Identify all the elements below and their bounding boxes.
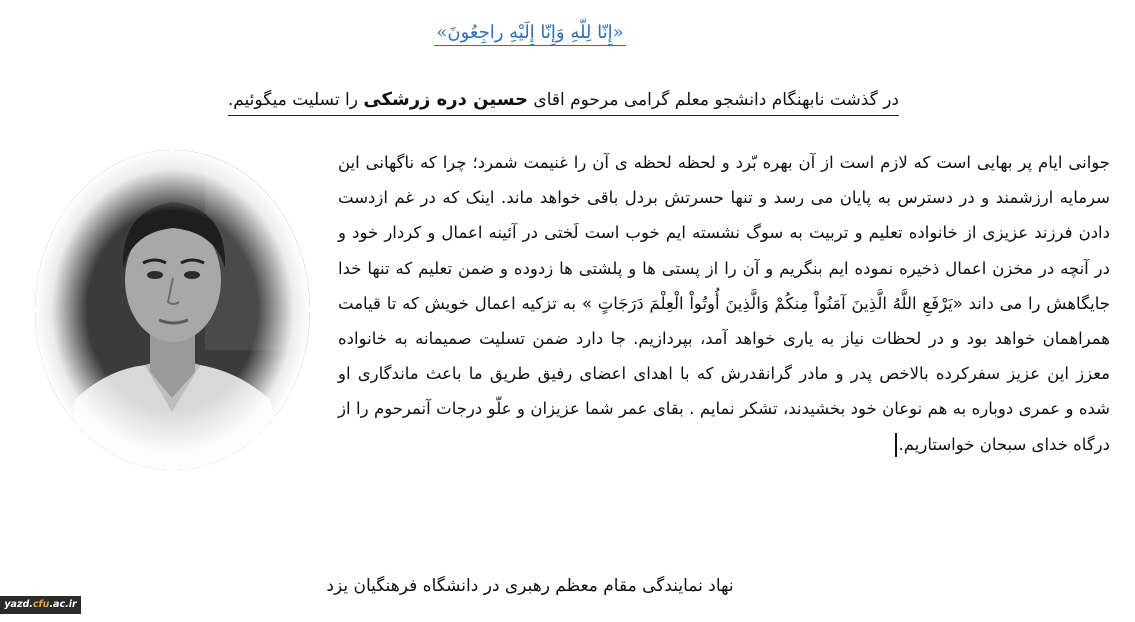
verse-text: «إِنّا لِلّهِ وَإِنّا إِلَیْهِ راجِعُونَ» xyxy=(434,22,625,46)
condolence-message xyxy=(338,145,1110,462)
deceased-name: حسین دره زرشکی xyxy=(363,89,529,110)
quran-verse-heading xyxy=(380,18,680,48)
watermark-suffix: .ac.ir xyxy=(49,599,77,610)
condolence-line xyxy=(228,86,899,116)
signature-line: نهاد نمایندگی مقام معظم رهبری در دانشگاه فرهنگیان یزد xyxy=(326,576,734,596)
text-cursor xyxy=(895,433,897,457)
site-watermark xyxy=(0,596,81,614)
condolence-before: در گذشت نابهنگام دانشجو معلم گرامی مرحوم اقای xyxy=(528,90,899,110)
portrait-photo xyxy=(35,150,310,470)
watermark-highlight: cfu xyxy=(32,599,50,610)
message-paragraph xyxy=(338,145,1110,462)
condolence-after: را تسلیت میگوئیم. xyxy=(227,90,364,110)
message-text: جوانی ایام پر بهایی است که لازم است از آن بهره بّرد و لحظه لحظه ی آن را غنیمت شمرد؛ چرا که ناگهانی این سرمایه ارزشمند و در دسترس به پایان می رسد و تنها حسرتش بردل باقی خواهد ماند. اینک که در غم ازدست دادن فرزند عزیزی از خانواده تعلیم و تربیت به سوگ نشسته ایم خوب است لَختی در آئینه اعمال و کردار خود و در آنچه در مخزن اعمال ذخیره نموده ایم بنگریم و آن را از پستی ها و پلشتی ها زدوده و ضمن تعلیم که تنها خدا جایگاهش را می داند «یَرْفَعِ اللَّهُ الَّذِینَ آمَنُواْ مِنكُمْ وَالَّذِینَ أُوتُواْ الْعِلْمَ دَرَجَاتٍ » به تزکیه اعمال خویش که تا قیامت همراهمان خواهد بود و در لحظات نیاز به یاری خواهد آمد، بپردازیم. جا دارد ضمن تسلیت صمیمانه به خانواده معزز این عزیز سفرکرده بالاخص پدر و مادر گرانقدرش که با اهدای اعضای رفیق طریق ما باعث ماندگاری او شده و عمری دوباره به هم نوعان خود بخشیدند، تشکر نمایم . بقای عمر شما عزیزان و علّو درجات آنمرحوم را از درگاه خدای سبحان خواستاریم. xyxy=(338,153,1110,454)
watermark-prefix: yazd. xyxy=(4,599,33,610)
portrait-illustration xyxy=(35,150,310,470)
